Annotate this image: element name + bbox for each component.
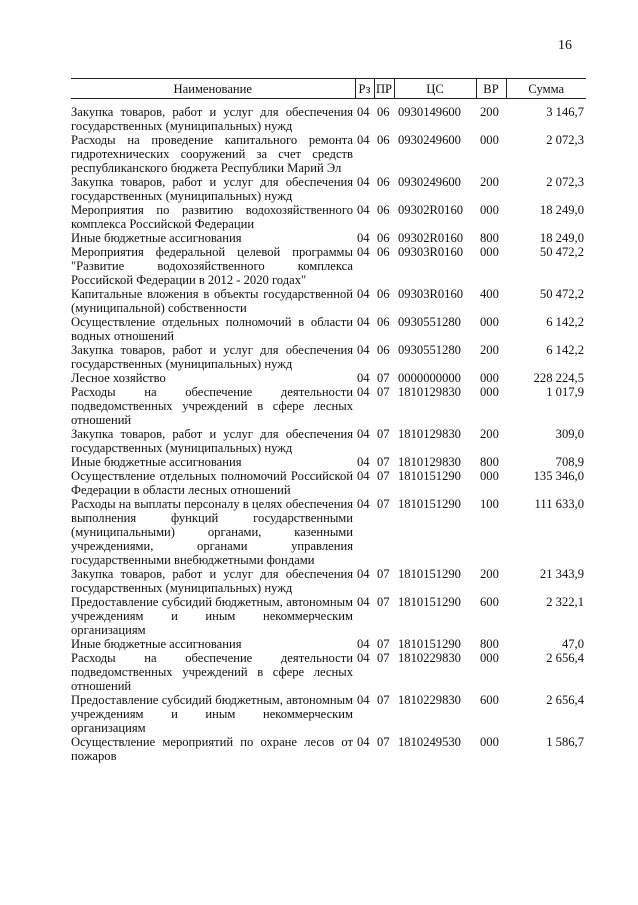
cell-pr: 07 [377, 595, 390, 609]
cell-sum: 3 146,7 [546, 105, 584, 119]
header-cs: ЦС [394, 79, 476, 99]
table-row [71, 595, 586, 637]
cell-sum: 111 633,0 [534, 497, 584, 511]
cell-cs: 1810129830 [398, 385, 461, 399]
header-rz: Рз [355, 79, 374, 99]
cell-rz: 04 [357, 133, 370, 147]
table-body [71, 99, 586, 764]
cell-vr: 000 [480, 371, 499, 385]
cell-vr: 800 [480, 455, 499, 469]
cell-rz: 04 [357, 735, 370, 749]
cell-sum: 21 343,9 [539, 567, 584, 581]
cell-rz: 04 [357, 343, 370, 357]
cell-name: Осуществление отдельных полномочий в области водных отношений [71, 315, 353, 343]
cell-vr: 200 [480, 427, 499, 441]
table-row [71, 175, 586, 203]
cell-pr: 07 [377, 455, 390, 469]
cell-cs: 1810249530 [398, 735, 461, 749]
table-row [71, 371, 586, 385]
cell-name: Закупка товаров, работ и услуг для обеспечения государственных (муниципальных) нужд [71, 343, 353, 371]
cell-name: Предоставление субсидий бюджетным, автономным учреждениям и иным некоммерческим организациям [71, 693, 353, 735]
cell-vr: 800 [480, 637, 499, 651]
table-row [71, 287, 586, 315]
cell-vr: 200 [480, 343, 499, 357]
cell-vr: 200 [480, 567, 499, 581]
cell-cs: 1810151290 [398, 567, 461, 581]
table-row [71, 567, 586, 595]
cell-pr: 06 [377, 175, 390, 189]
cell-cs: 09303R0160 [398, 287, 464, 301]
cell-pr: 07 [377, 637, 390, 651]
cell-cs: 0930551280 [398, 315, 461, 329]
cell-rz: 04 [357, 203, 370, 217]
cell-cs: 09302R0160 [398, 203, 464, 217]
cell-sum: 2 656,4 [546, 651, 584, 665]
cell-pr: 07 [377, 385, 390, 399]
cell-sum: 2 072,3 [546, 175, 584, 189]
cell-sum: 6 142,2 [546, 315, 584, 329]
cell-vr: 000 [480, 245, 499, 259]
table-row [71, 469, 586, 497]
cell-sum: 708,9 [555, 455, 584, 469]
cell-vr: 000 [480, 651, 499, 665]
cell-name: Расходы на проведение капитального ремонта гидротехнических сооружений за счет средств республиканского бюджета Республики Марий Эл [71, 133, 353, 175]
cell-rz: 04 [357, 693, 370, 707]
cell-pr: 06 [377, 203, 390, 217]
cell-sum: 135 346,0 [533, 469, 584, 483]
cell-pr: 07 [377, 427, 390, 441]
cell-sum: 309,0 [555, 427, 584, 441]
cell-vr: 200 [480, 105, 499, 119]
table-row [71, 99, 586, 134]
cell-pr: 06 [377, 231, 390, 245]
cell-name: Осуществление мероприятий по охране лесов от пожаров [71, 735, 353, 763]
cell-pr: 07 [377, 371, 390, 385]
cell-vr: 000 [480, 469, 499, 483]
cell-pr: 07 [377, 469, 390, 483]
cell-name: Иные бюджетные ассигнования [71, 455, 242, 469]
cell-cs: 1810151290 [398, 469, 461, 483]
cell-sum: 2 322,1 [546, 595, 584, 609]
cell-vr: 800 [480, 231, 499, 245]
table-header-row [71, 79, 586, 99]
cell-cs: 1810229830 [398, 693, 461, 707]
cell-vr: 600 [480, 693, 499, 707]
cell-cs: 1810229830 [398, 651, 461, 665]
cell-rz: 04 [357, 595, 370, 609]
cell-cs: 0930249600 [398, 133, 461, 147]
cell-name: Иные бюджетные ассигнования [71, 637, 242, 651]
cell-name: Закупка товаров, работ и услуг для обеспечения государственных (муниципальных) нужд [71, 427, 353, 455]
header-name: Наименование [71, 79, 355, 99]
cell-name: Капитальные вложения в объекты государственной (муниципальной) собственности [71, 287, 353, 315]
cell-rz: 04 [357, 497, 370, 511]
cell-sum: 1 017,9 [546, 385, 584, 399]
cell-sum: 2 072,3 [546, 133, 584, 147]
cell-rz: 04 [357, 427, 370, 441]
cell-sum: 2 656,4 [546, 693, 584, 707]
table-row [71, 343, 586, 371]
cell-vr: 100 [480, 497, 499, 511]
cell-pr: 07 [377, 567, 390, 581]
cell-rz: 04 [357, 371, 370, 385]
table-row [71, 427, 586, 455]
cell-pr: 07 [377, 497, 390, 511]
cell-pr: 06 [377, 133, 390, 147]
cell-name: Осуществление отдельных полномочий Российской Федерации в области лесных отношений [71, 469, 353, 497]
header-vr: ВР [476, 79, 506, 99]
table-row [71, 203, 586, 231]
cell-pr: 06 [377, 315, 390, 329]
table-row [71, 455, 586, 469]
cell-pr: 06 [377, 245, 390, 259]
cell-rz: 04 [357, 231, 370, 245]
cell-pr: 06 [377, 287, 390, 301]
cell-vr: 200 [480, 175, 499, 189]
cell-cs: 1810129830 [398, 455, 461, 469]
cell-rz: 04 [357, 385, 370, 399]
cell-sum: 6 142,2 [546, 343, 584, 357]
cell-sum: 18 249,0 [539, 203, 584, 217]
budget-table [71, 78, 586, 763]
cell-cs: 0930551280 [398, 343, 461, 357]
cell-name: Иные бюджетные ассигнования [71, 231, 242, 245]
cell-rz: 04 [357, 567, 370, 581]
cell-rz: 04 [357, 105, 370, 119]
table-row [71, 637, 586, 651]
table-row [71, 385, 586, 427]
cell-sum: 228 224,5 [533, 371, 584, 385]
cell-sum: 1 586,7 [546, 735, 584, 749]
cell-rz: 04 [357, 455, 370, 469]
cell-cs: 1810151290 [398, 637, 461, 651]
cell-name: Расходы на выплаты персоналу в целях обеспечения выполнения функций государственными (муниципальными) органами, казенными учреждениями, органами управления государственными внебюджетными фондами [71, 497, 353, 567]
cell-rz: 04 [357, 469, 370, 483]
cell-name: Предоставление субсидий бюджетным, автономным учреждениям и иным некоммерческим организациям [71, 595, 353, 637]
cell-cs: 09302R0160 [398, 231, 464, 245]
header-pr: ПР [374, 79, 394, 99]
cell-rz: 04 [357, 651, 370, 665]
cell-name: Закупка товаров, работ и услуг для обеспечения государственных (муниципальных) нужд [71, 105, 353, 133]
cell-name: Расходы на обеспечение деятельности подведомственных учреждений в сфере лесных отношений [71, 651, 353, 693]
cell-vr: 000 [480, 133, 499, 147]
table-row [71, 315, 586, 343]
table-row [71, 497, 586, 567]
table-row [71, 245, 586, 287]
cell-cs: 0930149600 [398, 105, 461, 119]
cell-vr: 000 [480, 315, 499, 329]
cell-cs: 09303R0160 [398, 245, 464, 259]
cell-cs: 0000000000 [398, 371, 461, 385]
cell-name: Закупка товаров, работ и услуг для обеспечения государственных (муниципальных) нужд [71, 567, 353, 595]
cell-name: Мероприятия федеральной целевой программы "Развитие водохозяйственного комплекса Российской Федерации в 2012 - 2020 годах" [71, 245, 353, 287]
cell-sum: 18 249,0 [539, 231, 584, 245]
cell-cs: 1810151290 [398, 497, 461, 511]
cell-cs: 1810151290 [398, 595, 461, 609]
cell-cs: 1810129830 [398, 427, 461, 441]
cell-rz: 04 [357, 637, 370, 651]
cell-rz: 04 [357, 287, 370, 301]
cell-cs: 0930249600 [398, 175, 461, 189]
cell-name: Закупка товаров, работ и услуг для обеспечения государственных (муниципальных) нужд [71, 175, 353, 203]
cell-pr: 06 [377, 105, 390, 119]
cell-name: Мероприятия по развитию водохозяйственного комплекса Российской Федерации [71, 203, 353, 231]
cell-rz: 04 [357, 315, 370, 329]
cell-vr: 000 [480, 735, 499, 749]
cell-name: Расходы на обеспечение деятельности подведомственных учреждений в сфере лесных отношений [71, 385, 353, 427]
cell-vr: 600 [480, 595, 499, 609]
cell-rz: 04 [357, 175, 370, 189]
cell-pr: 07 [377, 651, 390, 665]
page-number: 16 [558, 38, 572, 53]
table-row [71, 651, 586, 693]
table-row [71, 735, 586, 763]
cell-vr: 400 [480, 287, 499, 301]
cell-pr: 06 [377, 343, 390, 357]
cell-sum: 47,0 [561, 637, 584, 651]
cell-pr: 07 [377, 735, 390, 749]
table-row [71, 693, 586, 735]
cell-rz: 04 [357, 245, 370, 259]
cell-sum: 50 472,2 [539, 245, 584, 259]
cell-sum: 50 472,2 [539, 287, 584, 301]
table-row [71, 133, 586, 175]
table-row [71, 231, 586, 245]
cell-pr: 07 [377, 693, 390, 707]
cell-vr: 000 [480, 203, 499, 217]
cell-vr: 000 [480, 385, 499, 399]
header-sum: Сумма [506, 79, 586, 99]
cell-name: Лесное хозяйство [71, 371, 166, 385]
